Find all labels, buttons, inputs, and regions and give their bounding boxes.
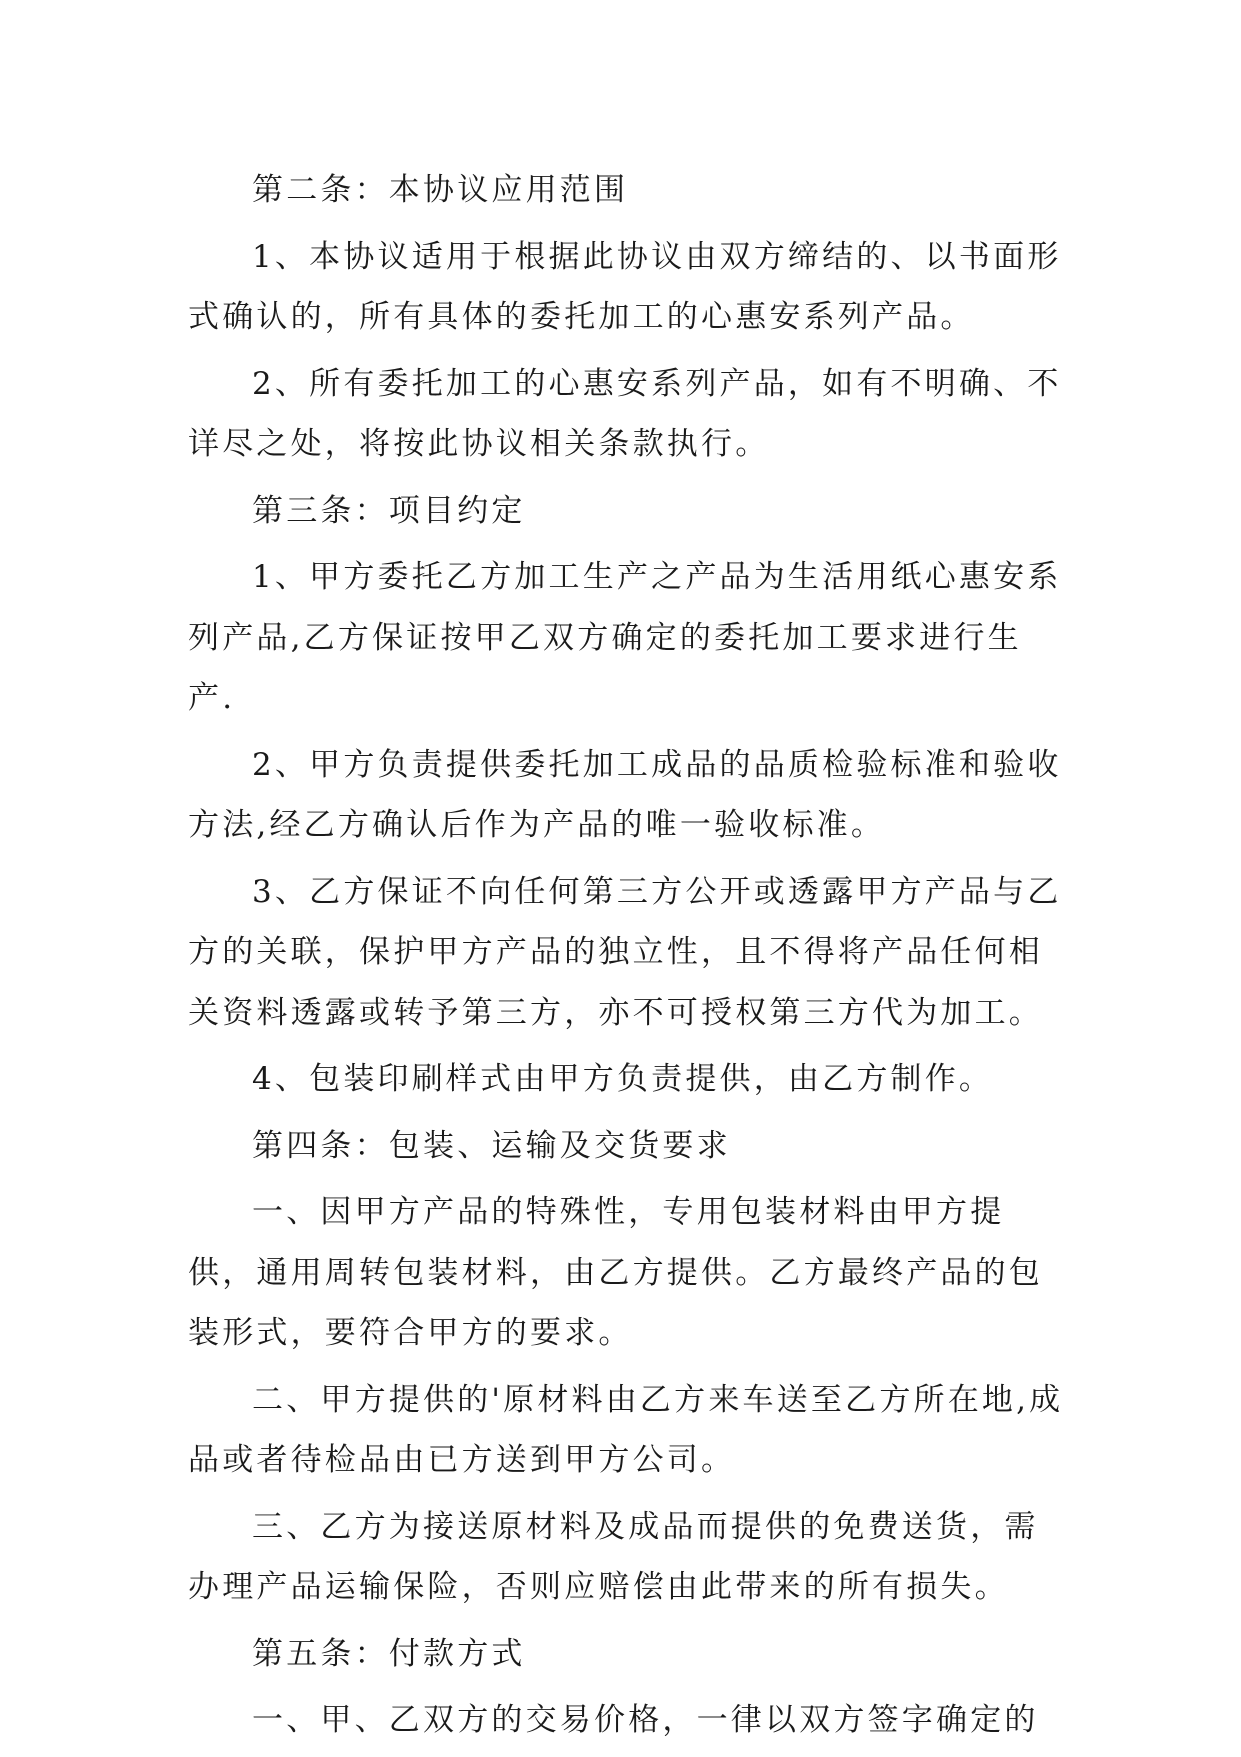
paragraph: 1、本协议适用于根据此协议由双方缔结的、以书面形式确认的，所有具体的委托加工的心惠安系列产品。 <box>188 238 1062 335</box>
paragraph: 一、甲、乙双方的交易价格，一律以双方签字确定的 <box>252 1702 1039 1738</box>
section-heading-3: 第三条：项目约定 <box>252 492 526 529</box>
paragraph: 二、甲方提供的'原材料由乙方来车送至乙方所在地,成品或者待检品由已方送到甲方公司。 <box>188 1381 1064 1478</box>
paragraph: 1、甲方委托乙方加工生产之产品为生活用纸心惠安系列产品,乙方保证按甲乙双方确定的委托加工要求进行生产. <box>188 559 1062 716</box>
document-body <box>188 160 1068 1757</box>
paragraph: 2、所有委托加工的心惠安系列产品，如有不明确、不详尽之处，将按此协议相关条款执行。 <box>188 365 1062 462</box>
section-heading-2: 第二条：本协议应用范围 <box>252 172 629 208</box>
paragraph: 三、乙方为接送原材料及成品而提供的免费送货，需办理产品运输保险，否则应赔偿由此带来的所有损失。 <box>188 1508 1039 1605</box>
section-heading-4: 第四条：包装、运输及交货要求 <box>252 1127 731 1164</box>
paragraph: 2、甲方负责提供委托加工成品的品质检验标准和验收方法,经乙方确认后作为产品的唯一验收标准。 <box>188 746 1062 843</box>
section-heading-5: 第五条：付款方式 <box>252 1635 526 1672</box>
paragraph: 3、乙方保证不向任何第三方公开或透露甲方产品与乙方的关联，保护甲方产品的独立性，且不得将产品任何相关资料透露或转予第三方，亦不可授权第三方代为加工。 <box>188 873 1062 1031</box>
paragraph: 一、因甲方产品的特殊性，专用包装材料由甲方提供，通用周转包装材料，由乙方提供。乙方最终产品的包装形式，要符合甲方的要求。 <box>188 1194 1043 1351</box>
paragraph: 4、包装印刷样式由甲方负责提供，由乙方制作。 <box>252 1061 994 1097</box>
